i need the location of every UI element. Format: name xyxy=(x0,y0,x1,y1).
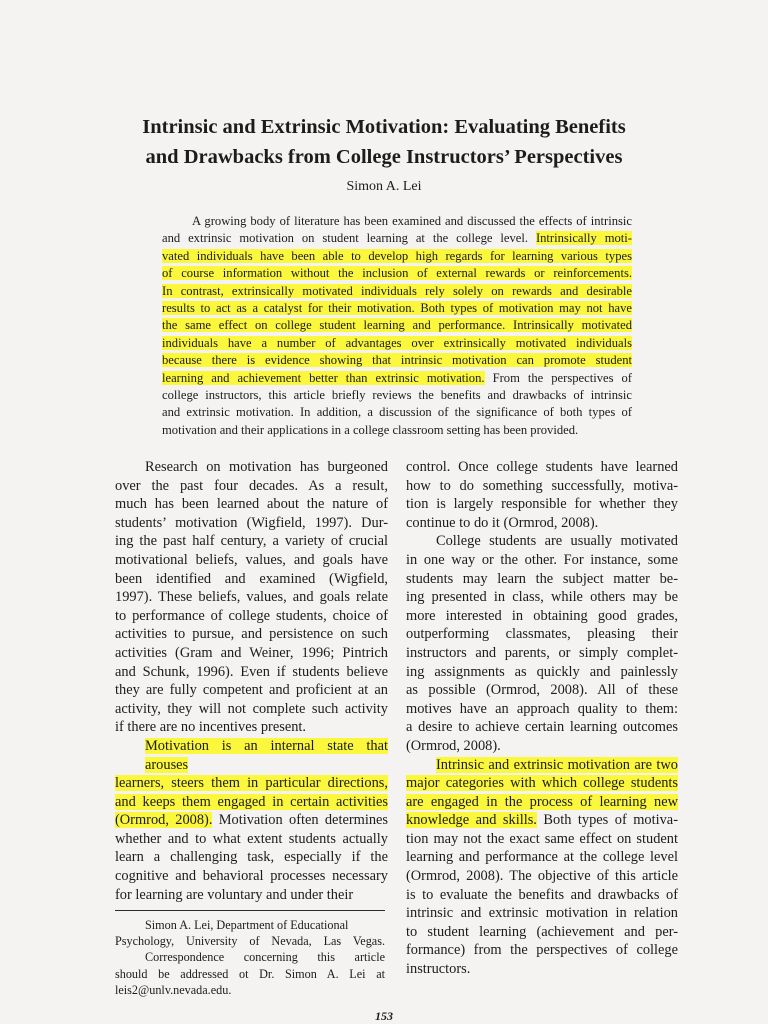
highlighted-text: Motivation is an internal state that arouses xyxy=(145,737,388,773)
text-line xyxy=(115,886,388,905)
text-line xyxy=(115,848,388,867)
footnote-line: should be addressed ot Dr. Simon A. Lei at xyxy=(115,966,385,981)
text-line xyxy=(162,230,632,247)
text-run: ing presented in class, while others may be xyxy=(406,589,678,606)
text-line xyxy=(115,644,388,663)
title-line: Intrinsic and Extrinsic Motivation: Evaluating Benefits xyxy=(142,116,626,138)
text-line xyxy=(406,941,678,960)
text-line xyxy=(406,737,678,756)
text-run: Motivation often determines xyxy=(212,812,388,829)
text-line xyxy=(162,387,632,404)
abstract xyxy=(162,213,632,439)
text-line xyxy=(115,532,388,551)
text-line xyxy=(162,213,632,230)
text-line xyxy=(406,514,678,533)
author-name: Simon A. Lei xyxy=(346,179,422,194)
text-line xyxy=(162,335,632,352)
highlighted-text: Intrinsically moti- xyxy=(535,231,632,246)
text-run: ing assignments as quickly and painlessly xyxy=(406,663,678,680)
text-line xyxy=(406,663,678,682)
title-line: and Drawbacks from College Instructors’ Perspectives xyxy=(145,146,623,168)
text-run: activity, they will not complete such activity xyxy=(115,700,388,717)
text-line xyxy=(406,960,678,979)
text-run: A growing body of literature has been examined and discussed the effects of intrinsic xyxy=(192,214,632,228)
text-run: (Ormrod, 2008). xyxy=(406,737,501,754)
text-run: instructors and parents, or simply complet- xyxy=(406,644,678,661)
text-line xyxy=(406,532,678,551)
text-run: motivational beliefs, values, and goals have xyxy=(115,551,388,568)
text-line xyxy=(406,588,678,607)
text-run: and extrinsic motivation. In addition, a discussion of the significance of both types of xyxy=(162,405,632,420)
highlighted-text: and keeps them engaged in certain activities xyxy=(115,793,388,810)
text-line xyxy=(406,793,678,812)
text-run: students’ motivation (Wigfield, 1997). Dur- xyxy=(115,514,388,531)
text-run: motivation and their applications in a college classroom setting has been provided. xyxy=(162,422,579,437)
text-line xyxy=(162,265,632,282)
text-run: activities to pursue, and persistence on such xyxy=(115,626,388,643)
text-run: intrinsic and extrinsic motivation in relation xyxy=(406,905,678,922)
text-line xyxy=(115,551,388,570)
text-run: been identified and examined (Wigfield, xyxy=(115,570,388,587)
text-run: cognitive and behavioral processes necessary xyxy=(115,868,388,885)
text-line xyxy=(406,886,678,905)
highlighted-text: learners, steers them in particular directions, xyxy=(115,775,388,792)
text-run: College students are usually motivated xyxy=(436,533,678,550)
text-line xyxy=(162,422,632,439)
highlighted-text: individuals have a number of advantages over extrinsically motivated individuals xyxy=(162,335,632,350)
text-line xyxy=(406,625,678,644)
text-line xyxy=(162,404,632,421)
highlighted-text: the same effect on college student learning and performance. Intrinsically motivated xyxy=(162,318,632,333)
text-line xyxy=(406,811,678,830)
text-run: motives have an approach quality to them: xyxy=(406,700,678,717)
text-line xyxy=(162,317,632,334)
text-run: formance) from the perspectives of college xyxy=(406,942,678,959)
text-run: learning and performance at the college level xyxy=(406,849,678,866)
text-line xyxy=(406,477,678,496)
text-line xyxy=(115,718,388,737)
footnote-line: Simon A. Lei, Department of Educational xyxy=(145,918,349,932)
text-run: as possible (Ormrod, 2008). All of these xyxy=(406,682,678,699)
text-line xyxy=(115,514,388,533)
footnote-line: Correspondence concerning this article xyxy=(145,950,385,965)
text-run: and Schunk, 1996). Even if students believe xyxy=(115,663,388,680)
text-line xyxy=(406,681,678,700)
highlighted-text: learning and achievement better than extrinsic motivation. xyxy=(162,370,485,385)
text-line xyxy=(115,458,388,477)
text-line xyxy=(406,904,678,923)
text-run: a desire to achieve certain learning outcomes xyxy=(406,719,678,736)
highlighted-text: because there is evidence showing that intrinsic motivation can promote student xyxy=(162,353,632,368)
text-line xyxy=(406,923,678,942)
text-run: tion is largely responsible for whether they xyxy=(406,496,678,513)
page-number: 153 xyxy=(375,1009,393,1023)
footnote xyxy=(115,917,385,998)
text-line xyxy=(162,300,632,317)
highlighted-text: (Ormrod, 2008). xyxy=(115,812,213,829)
text-line xyxy=(115,663,388,682)
text-line xyxy=(162,283,632,300)
text-run: (Ormrod, 2008). The objective of this article xyxy=(406,868,678,885)
text-run: college instructors, this article briefly reviews the benefits and drawbacks of intrinsic xyxy=(162,388,632,403)
text-run: is to evaluate the benefits and drawbacks of xyxy=(406,886,678,903)
text-run: tion may not the exact same effect on student xyxy=(406,830,678,847)
text-run: ing the past half century, a variety of crucial xyxy=(115,533,388,550)
text-line xyxy=(406,551,678,570)
highlighted-text: major categories with which college students xyxy=(406,775,678,792)
highlighted-text: Intrinsic and extrinsic motivation are two xyxy=(436,756,678,773)
text-run: activities (Gram and Weiner, 1996; Pintrich xyxy=(115,644,388,661)
highlighted-text: of course information without the inclusion of external rewards or reinforcements. xyxy=(162,266,632,281)
text-line xyxy=(115,607,388,626)
text-line xyxy=(115,737,388,774)
highlighted-text: In contrast, extrinsically motivated individuals rely solely on rewards and desirable xyxy=(162,283,632,298)
text-line xyxy=(406,848,678,867)
text-run: From the perspectives of xyxy=(484,370,632,385)
text-line xyxy=(406,774,678,793)
text-run: how to do something successfully, motiva- xyxy=(406,477,678,494)
text-line xyxy=(115,700,388,719)
text-run: in one way or the other. For instance, some xyxy=(406,551,678,568)
text-line xyxy=(162,248,632,265)
text-line xyxy=(115,625,388,644)
text-run: outperforming classmates, pleasing their xyxy=(406,626,678,643)
text-line xyxy=(115,588,388,607)
text-run: if there are no incentives present. xyxy=(115,719,306,736)
footnote-line: Psychology, University of Nevada, Las Vegas. xyxy=(115,934,385,949)
text-run: to performance of college students, choice of xyxy=(115,607,388,624)
text-line xyxy=(406,700,678,719)
text-line xyxy=(115,681,388,700)
text-run: Both types of motiva- xyxy=(536,812,678,829)
text-line xyxy=(162,352,632,369)
text-line xyxy=(406,607,678,626)
footnote-line: leis2@unlv.nevada.edu. xyxy=(115,982,232,997)
text-run: they are fully competent and proficient at an xyxy=(115,682,388,699)
text-run: to student learning (achievement and per- xyxy=(406,923,678,940)
text-line xyxy=(406,718,678,737)
text-line xyxy=(406,570,678,589)
text-run: Research on motivation has burgeoned xyxy=(145,459,388,475)
text-line xyxy=(115,570,388,589)
article-title xyxy=(60,112,708,172)
text-run: instructors. xyxy=(406,961,471,978)
text-line xyxy=(406,458,678,477)
text-run: 1997). These beliefs, values, and goals relate xyxy=(115,589,388,606)
text-line xyxy=(115,830,388,849)
text-line xyxy=(406,495,678,514)
text-line xyxy=(115,495,388,514)
text-line xyxy=(406,644,678,663)
text-run: students may learn the subject matter be- xyxy=(406,570,678,587)
highlighted-text: knowledge and skills. xyxy=(406,812,537,829)
text-line xyxy=(115,867,388,886)
text-run: continue to do it (Ormrod, 2008). xyxy=(406,514,599,531)
text-run: whether and to what extent students actually xyxy=(115,830,388,847)
highlighted-text: results to act as a catalyst for their motivation. Both types of motivation may not have xyxy=(162,301,632,316)
body-column-right xyxy=(406,458,678,979)
text-line xyxy=(115,793,388,812)
text-line xyxy=(406,756,678,775)
text-run: learn a challenging task, especially if the xyxy=(115,849,388,866)
text-line xyxy=(406,867,678,886)
body-column-left xyxy=(115,458,388,904)
highlighted-text: are engaged in the process of learning new xyxy=(406,793,678,810)
highlighted-text: vated individuals have been able to develop high regards for learning various types xyxy=(162,248,632,263)
footnote-rule xyxy=(115,910,385,911)
text-line xyxy=(115,811,388,830)
text-line xyxy=(406,830,678,849)
text-run: for learning are voluntary and under their xyxy=(115,886,354,903)
text-run: control. Once college students have learned xyxy=(406,459,678,475)
text-line xyxy=(162,370,632,387)
text-run: much has been learned about the nature of xyxy=(115,496,388,513)
text-line xyxy=(115,477,388,496)
text-line xyxy=(115,774,388,793)
text-run: more interested in obtaining good grades, xyxy=(406,607,678,624)
text-run: over the past four decades. As a result, xyxy=(115,477,388,494)
text-run: and extrinsic motivation on student learning at the college level. xyxy=(162,231,536,246)
